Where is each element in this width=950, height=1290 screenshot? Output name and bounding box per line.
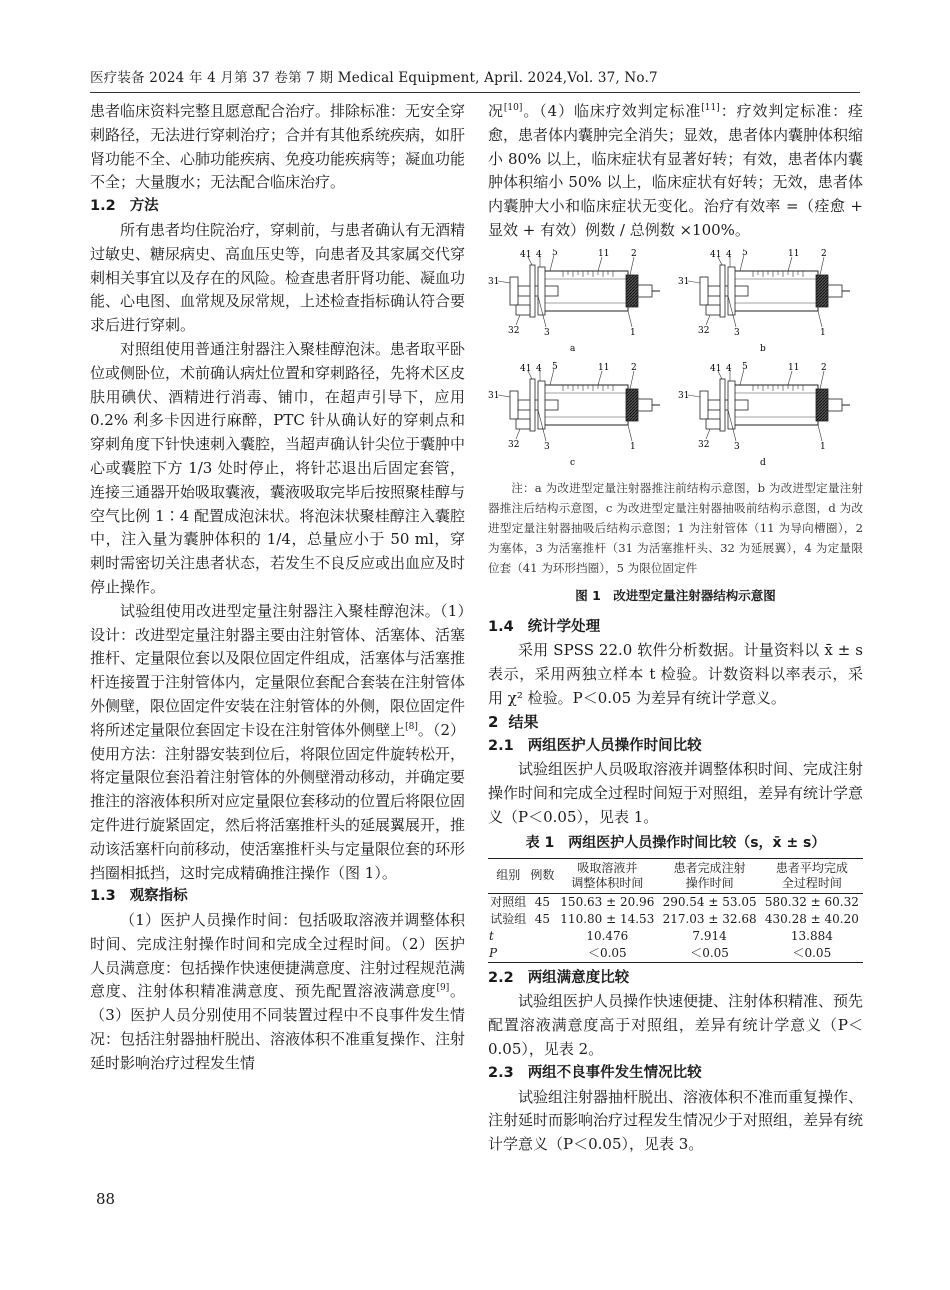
table-cell: 45 — [534, 911, 550, 926]
table-header-row — [488, 858, 863, 893]
panel-label-b: b — [760, 343, 766, 354]
table-1-caption: 表 1 两组医护人员操作时间比较（s，x̄ ± s） — [525, 834, 826, 851]
observation-paragraph — [90, 909, 465, 1076]
efficacy-paragraph — [488, 100, 863, 243]
table-cell: P — [488, 945, 528, 963]
section-title: 结果 — [508, 712, 539, 731]
label-11: 11 — [598, 248, 610, 259]
left-column — [90, 100, 465, 1076]
section-number: 1.2 — [90, 198, 116, 215]
panel-label-d: d — [760, 457, 766, 468]
table-body — [488, 893, 863, 962]
label-5: 5 — [742, 248, 748, 258]
label-1: 1 — [630, 441, 636, 452]
table-1 — [488, 858, 863, 963]
result-2-3-paragraph: 试验组注射器抽杆脱出、溶液体积不准而重复操作、注射延时而影响治疗过程发生情况少于对照组，差异有统计学意义（P＜0.05），见表 3。 — [488, 1087, 864, 1154]
table-cell: 45 — [534, 894, 550, 909]
label-4: 4 — [726, 249, 732, 260]
table-cell: 217.03 ± 32.68 — [662, 911, 757, 926]
table-row — [488, 893, 863, 911]
label-2: 2 — [631, 362, 637, 373]
table-row — [488, 945, 863, 963]
label-41: 41 — [710, 249, 722, 260]
label-32: 32 — [508, 439, 520, 450]
text-span: 。（2）使用方法：注射器安装到位后，将限位固定件旋转松开，将定量限位套沿着注射管体的外侧壁滑动移动，并确定要推注的溶液体积所对应定量限位套移动的位置后将限位固定件进行旋紧固定，然后将活塞推杆头的延展翼展开，推动该活塞杆向前移动，使活塞推杆头与定量限位套的环形挡圈相抵挡，这时完成精确推注操作（图 1）。 — [90, 720, 466, 882]
section-2-3-heading — [488, 1062, 863, 1086]
section-number: 2 — [488, 712, 499, 731]
citation: [8] — [405, 721, 418, 732]
section-number: 2.1 — [488, 737, 514, 754]
table-cell: 430.28 ± 40.20 — [764, 911, 859, 926]
label-4: 4 — [536, 363, 542, 374]
table-cell: ＜0.05 — [761, 945, 863, 963]
result-2-2-paragraph: 试验组医护人员操作快速便捷、注射体积精准、预先配置溶液满意度高于对照组，差异有统计学意义（P＜0.05），见表 2。 — [488, 992, 864, 1058]
table-header-cell: 例数 — [528, 858, 556, 893]
table-cell: 580.32 ± 60.32 — [764, 894, 859, 909]
section-2-2-heading — [488, 967, 863, 991]
table-header-cell: 患者完成注射 操作时间 — [658, 858, 760, 893]
table-row — [488, 911, 863, 928]
label-3: 3 — [734, 441, 740, 452]
table-row — [488, 928, 863, 945]
label-5: 5 — [742, 361, 748, 372]
text-span: 试验组使用改进型定量注射器注入聚桂醇泡沫。（1）设计：改进型定量注射器主要由注射管体、活塞体、活塞推杆、定量限位套以及限位固定件组成，活塞体与活塞推杆连接置于注射管体内，定量限位套配合套装在注射管体外侧壁，限位固定件安装在注射管体的外侧，限位固定件将所述定量限位套固定卡设在注射管体外侧壁上 — [90, 601, 466, 739]
section-number: 2.2 — [488, 969, 514, 986]
table-header-cell: 组别 — [488, 858, 528, 893]
label-2: 2 — [821, 362, 827, 373]
panel-a — [488, 249, 660, 354]
table-cell: 对照组 — [490, 894, 527, 909]
figure-1 — [488, 249, 863, 608]
section-title: 方法 — [129, 198, 159, 215]
table-header-cell: 吸取溶液并 调整体积时间 — [556, 858, 658, 893]
citation: [11] — [701, 103, 720, 113]
figure-caption: 图 1 改进型定量注射器结构示意图 — [575, 587, 776, 603]
section-1-3-heading — [90, 885, 465, 909]
section-title: 两组医护人员操作时间比较 — [527, 737, 702, 754]
label-41: 41 — [520, 249, 532, 260]
label-31: 31 — [678, 276, 690, 287]
text-span: 况 — [488, 102, 504, 120]
statistics-paragraph: 采用 SPSS 22.0 软件分析数据。计量资料以 x̄ ± s 表示，采用两独立样本 t 检验。计数资料以率表示，采用 χ² 检验。P＜0.05 为差异有统计学意义。 — [488, 641, 863, 707]
label-31: 31 — [488, 390, 500, 401]
table-cell — [528, 945, 556, 963]
result-2-1-paragraph: 试验组医护人员吸取溶液并调整体积时间、完成注射操作时间和完成全过程时间短于对照组，差异有统计学意义（P＜0.05），见表 1。 — [488, 760, 864, 826]
label-41: 41 — [710, 363, 722, 374]
citation: [10] — [503, 103, 523, 113]
section-title: 两组满意度比较 — [527, 969, 630, 986]
table-cell: 试验组 — [490, 911, 527, 926]
table-cell: ＜0.05 — [658, 945, 760, 963]
section-title: 统计学处理 — [527, 618, 601, 635]
label-1: 1 — [820, 441, 826, 452]
section-number: 1.4 — [488, 618, 514, 635]
text-span: （1）医护人员操作时间：包括吸取溶液并调整体积时间、完成注射操作时间和完成全过程时间。（2）医护人员满意度：包括操作快速便捷满意度、注射过程规范满意度、注射体积精准满意度、预先配置溶液满意度 — [90, 911, 466, 1001]
label-41: 41 — [520, 363, 532, 374]
label-31: 31 — [488, 276, 500, 287]
section-1-2-heading — [90, 195, 465, 219]
table-cell: 290.54 ± 53.05 — [662, 894, 757, 909]
section-number: 2.3 — [488, 1064, 514, 1081]
panel-c — [488, 362, 660, 468]
section-1-4-heading — [488, 616, 863, 640]
table-cell: 13.884 — [790, 928, 833, 943]
exclusion-paragraph: 患者临床资料完整且愿意配合治疗。排除标准：无安全穿刺路径，无法进行穿刺治疗；合并有其他系统疾病，如肝肾功能不全、心肺功能疾病、免疫功能疾病等；凝血功能不全；大量腹水；无法配合临床治疗。 — [90, 102, 466, 192]
section-title: 观察指标 — [129, 888, 188, 905]
panel-label-a: a — [570, 343, 576, 354]
panel-d — [678, 362, 850, 468]
table-cell — [528, 928, 556, 945]
label-4: 4 — [536, 249, 542, 260]
table-cell: 150.63 ± 20.96 — [560, 894, 655, 909]
section-2-1-heading — [488, 735, 863, 759]
text-span: 。（3）医护人员分别使用不同装置过程中不良事件发生情况：包括注射器抽杆脱出、溶液体积不准重复操作、注射延时影响治疗过程发生情 — [90, 982, 466, 1072]
table-cell: 110.80 ± 14.53 — [560, 911, 655, 926]
running-header: 医疗装备 2024 年 4 月第 37 卷第 7 期 Medical Equipment, April. 2024,Vol. 37, No.7 — [90, 70, 658, 86]
label-3: 3 — [734, 327, 740, 338]
section-title: 两组不良事件发生情况比较 — [527, 1064, 702, 1081]
table-cell: 10.476 — [586, 928, 629, 943]
citation: [9] — [436, 983, 450, 994]
label-2: 2 — [821, 248, 827, 259]
label-11: 11 — [598, 362, 610, 373]
table-header-cell: 患者平均完成 全过程时间 — [761, 858, 863, 893]
label-31: 31 — [678, 390, 690, 401]
header-rule — [90, 92, 860, 93]
label-1: 1 — [630, 327, 636, 338]
method-paragraph: 所有患者均住院治疗，穿刺前，与患者确认有无酒精过敏史、糖尿病史、高血压史等，向患者及其家属交代穿刺相关事宜以及存在的风险。检查患者肝肾功能、凝血功能、心电图、血常规及尿常规，上述检查指标确认符合要求后进行穿刺。 — [90, 220, 466, 335]
page-number: 88 — [96, 1190, 116, 1208]
label-5: 5 — [552, 361, 558, 372]
table-cell: 7.914 — [692, 928, 727, 943]
panel-b — [678, 249, 850, 354]
label-11: 11 — [788, 362, 800, 373]
text-span: ：疗效判定标准：痊愈，患者体内囊肿完全消失；显效，患者体内囊肿体积缩小 80% 以上，临床症状有显著好转；有效，患者体内囊肿体积缩小 50% 以上，临床症状有好转；无效，患者体内囊肿大小和临床症状无变化。治疗有效率 =（痊愈 + 显效 + 有效）例数 / 总例数 ×100%。 — [488, 102, 864, 239]
label-32: 32 — [508, 325, 520, 336]
label-3: 3 — [544, 327, 550, 338]
trial-group-paragraph — [90, 600, 465, 886]
right-column — [488, 100, 863, 1157]
text-span: 。（4）临床疗效判定标准 — [522, 102, 702, 120]
label-11: 11 — [788, 248, 800, 259]
control-group-paragraph: 对照组使用普通注射器注入聚桂醇泡沫。患者取平卧位或侧卧位，术前确认病灶位置和穿刺路径，先将术区皮肤用碘伏、酒精进行消毒、铺巾，在超声引导下，应用 0.2% 利多卡因进行麻醉，PTC 针从确认好的穿刺点和穿刺角度下针快速刺入囊腔，当超声确认针尖位于囊肿中心或囊腔下方 1/3 处时停止，将针芯退出后固定套管，连接三通器开始吸取囊液，囊液吸取完毕后按照聚桂醇与空气比例 1∶4 配置成泡沫状。将泡沫状聚桂醇注入囊腔中，注入量为囊肿体积的 1/4，总量应小于 50 ml，穿刺时需密切关注患者状态，若发生不良反应或出血应及时停止操作。 — [90, 339, 466, 596]
label-1: 1 — [820, 327, 826, 338]
panel-label-c: c — [570, 457, 576, 468]
label-3: 3 — [544, 441, 550, 452]
label-32: 32 — [698, 439, 710, 450]
label-32: 32 — [698, 325, 710, 336]
figure-note: 注：a 为改进型定量注射器推注前结构示意图，b 为改进型定量注射器推注后结构示意图，c 为改进型定量注射器抽吸前结构示意图，d 为改进型定量注射器抽吸后结构示意图；1 为注射管体（11 为导向槽圈），2 为塞体，3 为活塞推杆（31 为活塞推杆头、32 为延展翼），4 为定量限位套（41 为环形挡圈），5 为限位固定件 — [488, 480, 863, 575]
table-cell: ＜0.05 — [556, 945, 658, 963]
table-cell: t — [489, 928, 494, 943]
section-number: 1.3 — [90, 888, 116, 905]
syringe-diagram — [488, 249, 863, 474]
section-2-heading — [488, 711, 863, 735]
label-4: 4 — [726, 363, 732, 374]
label-5: 5 — [552, 248, 558, 258]
label-2: 2 — [631, 248, 637, 259]
